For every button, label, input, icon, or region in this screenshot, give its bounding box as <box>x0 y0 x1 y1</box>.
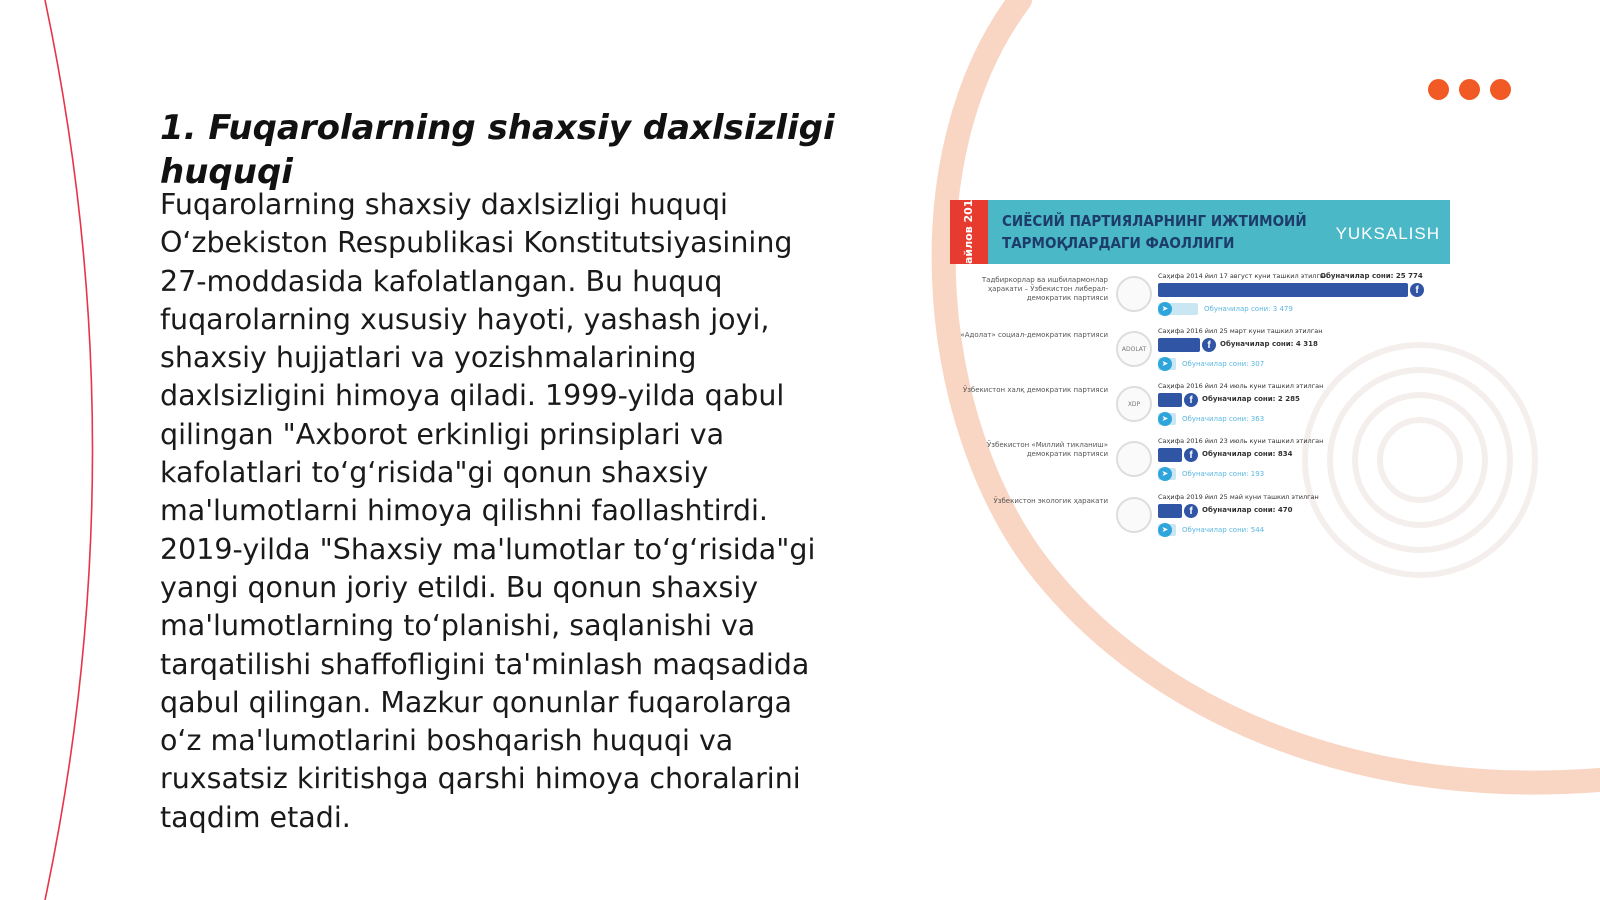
orange-dot <box>1459 79 1480 100</box>
telegram-count: Обуначилар сони: 544 <box>1182 526 1265 534</box>
facebook-bar <box>1158 448 1182 462</box>
infographic-header <box>950 191 1450 273</box>
facebook-count: Обуначилар сони: 4 318 <box>1220 340 1318 348</box>
party-logo <box>1116 276 1152 312</box>
slide-body-text: Fuqarolarning shaxsiy daxlsizligi huquqi O‘zbekiston Respublikasi Konstitutsiyasining 27-moddasida kafolatlangan. Bu huquq fuqarolarning xususiy hayoti, yashash joyi, shaxsiy hujjatlari va yozishmalarining daxlsizligini himoya qiladi. 1999-yilda qabul qilingan "Axborot erkinligi prinsiplari va kafolatlari to‘g‘risida"gi qonun shaxsiy ma'lumotlarni himoya qilishni faollashtirdi. 2019-yilda "Shaxsiy ma'lumotlar to‘g‘risida"gi yangi qonun joriy etildi. Bu qonun shaxsiy ma'lumotlarning to‘planishi, saqlanishi va tarqatilishi shaffofligini ta'minlash maqsadida qabul qilingan. Mazkur qonunlar fuqarolarga o‘z ma'lumotlarini boshqarish huquqi va ruxsatsiz kiritishga qarshi himoya choralarini taqdim etadi. <box>160 188 816 834</box>
telegram-icon: ➤ <box>1158 523 1172 537</box>
facebook-icon: f <box>1184 504 1198 518</box>
menu-dots <box>1428 79 1511 100</box>
facebook-bar <box>1158 504 1182 518</box>
party-name: «Адолат» социал-демократик партияси <box>960 331 1108 339</box>
party-logo: XDP <box>1116 386 1152 422</box>
party-logo <box>1116 497 1152 533</box>
party-name: Ўзбекистон экологик ҳаракати <box>993 497 1108 505</box>
facebook-icon: f <box>1184 393 1198 407</box>
facebook-page-note: Саҳифа 2014 йил 17 август куни ташкил этилган <box>1158 272 1329 280</box>
telegram-icon: ➤ <box>1158 302 1172 316</box>
party-row <box>950 327 1450 377</box>
party-logo: ADOLAT <box>1116 331 1152 367</box>
party-row <box>950 493 1450 543</box>
facebook-icon: f <box>1184 448 1198 462</box>
telegram-icon: ➤ <box>1158 467 1172 481</box>
telegram-icon: ➤ <box>1158 412 1172 426</box>
telegram-count: Обуначилар сони: 363 <box>1182 415 1265 423</box>
party-name: Ўзбекистон «Миллий тикланиш» демократик партияси <box>987 441 1108 458</box>
party-row <box>950 437 1450 487</box>
facebook-count: Обуначилар сони: 2 285 <box>1202 395 1300 403</box>
left-red-curve <box>45 0 93 900</box>
party-name: Тадбиркорлар ва ишбилармонлар ҳаракати – Ўзбекистон либерал-демократик партияси <box>981 276 1108 302</box>
party-logo <box>1116 441 1152 477</box>
party-row <box>950 272 1450 322</box>
party-row <box>950 382 1450 432</box>
facebook-icon: f <box>1202 338 1216 352</box>
telegram-count: Обуначилар сони: 193 <box>1182 470 1265 478</box>
yuksalish-logo: YUKSALISH <box>1335 224 1440 243</box>
facebook-icon: f <box>1410 283 1424 297</box>
slide-title: 1. Fuqarolarning shaxsiy daxlsizligi huquqi <box>160 108 835 192</box>
facebook-bar <box>1158 283 1408 297</box>
telegram-icon: ➤ <box>1158 357 1172 371</box>
facebook-count: Обуначилар сони: 470 <box>1202 506 1293 514</box>
election-badge: Сайлов 2019 <box>950 200 988 264</box>
facebook-page-note: Саҳифа 2019 йил 25 май куни ташкил этилган <box>1158 493 1319 501</box>
facebook-page-note: Саҳифа 2016 йил 25 март куни ташкил этилган <box>1158 327 1323 335</box>
facebook-bar <box>1158 338 1200 352</box>
orange-dot <box>1428 79 1449 100</box>
facebook-page-note: Саҳифа 2016 йил 23 июль куни ташкил этилган <box>1158 437 1324 445</box>
party-name: Ўзбекистон халқ демократик партияси <box>962 386 1108 394</box>
telegram-count: Обуначилар сони: 307 <box>1182 360 1265 368</box>
facebook-page-note: Саҳифа 2016 йил 24 июль куни ташкил этилган <box>1158 382 1324 390</box>
telegram-count: Обуначилар сони: 3 479 <box>1204 305 1293 313</box>
facebook-count: Обуначилар сони: 834 <box>1202 450 1293 458</box>
facebook-count: Обуначилар сони: 25 774 <box>1320 272 1423 280</box>
facebook-bar <box>1158 393 1182 407</box>
infographic-title: СИЁСИЙ ПАРТИЯЛАРНИНГ ИЖТИМОИЙ ТАРМОҚЛАРДАГИ ФАОЛЛИГИ <box>1002 212 1307 252</box>
party-social-media-infographic <box>950 191 1450 550</box>
orange-dot <box>1490 79 1511 100</box>
